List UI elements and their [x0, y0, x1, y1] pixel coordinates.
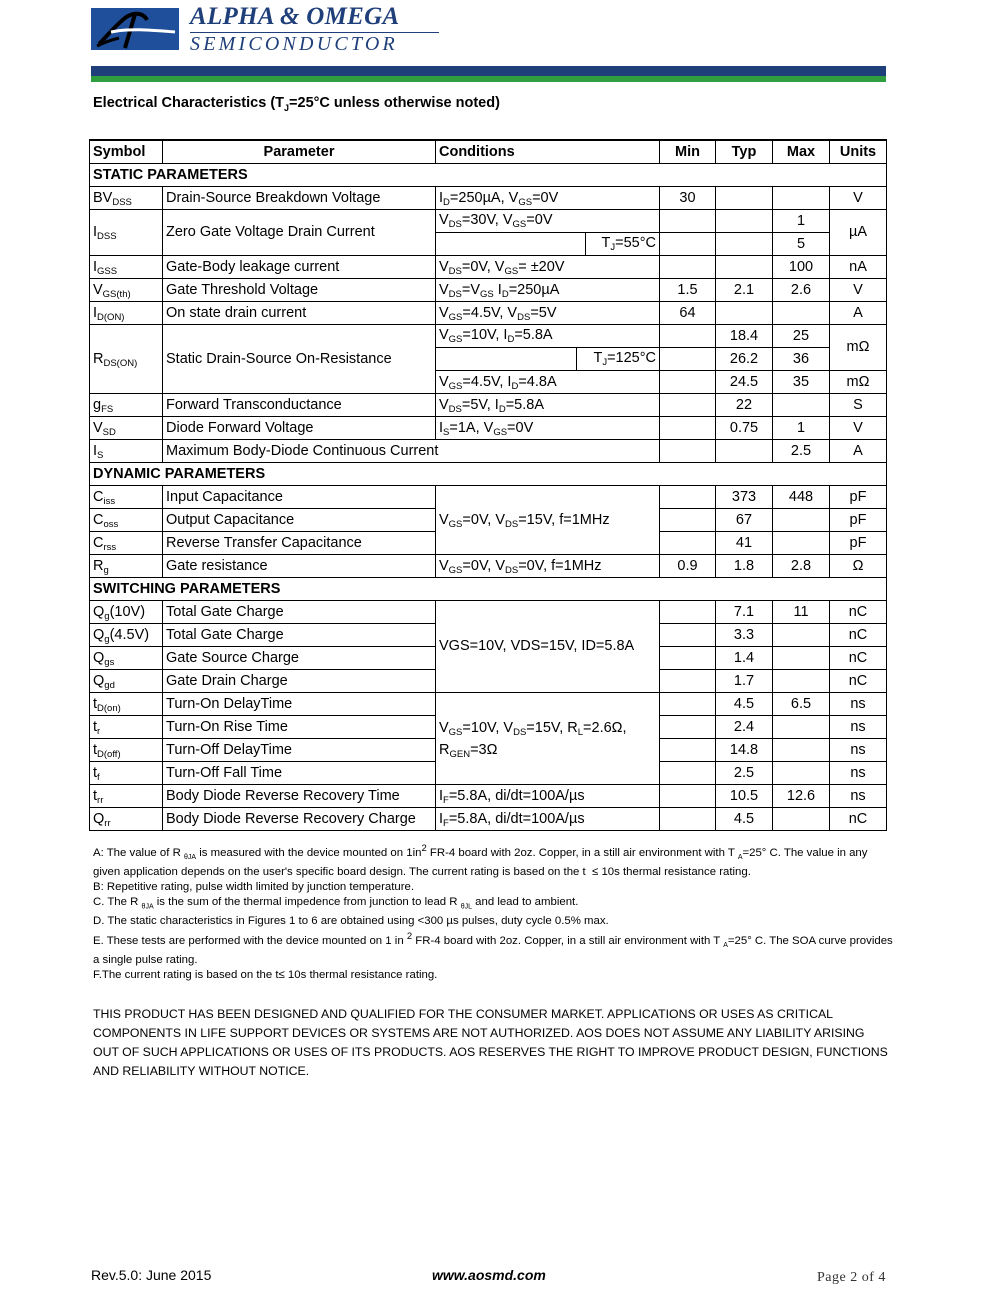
- condition-main: $V_{DS}=30V$, $V_{GS}=0V$: [439, 212, 553, 230]
- unit-cell: Ω: [830, 555, 887, 578]
- table-row: [90, 394, 887, 417]
- typ-cell: 26.2: [716, 348, 773, 371]
- table-header-row: [90, 140, 887, 164]
- table-row: [90, 486, 887, 509]
- symbol-cell: $t_{D(off)}$: [90, 739, 163, 762]
- condition-cell: [436, 325, 660, 371]
- parameter-cell: Turn-On DelayTime: [163, 693, 436, 716]
- min-cell: [660, 785, 716, 808]
- min-cell: 0.9: [660, 555, 716, 578]
- unit-cell: ns: [830, 716, 887, 739]
- symbol-cell: $g_{FS}$: [90, 394, 163, 417]
- unit-cell: nC: [830, 808, 887, 831]
- typ-cell: [716, 302, 773, 325]
- brand-subtitle: SEMICONDUCTOR: [190, 33, 398, 55]
- header-typ: Typ: [716, 140, 773, 164]
- typ-cell: 24.5: [716, 371, 773, 394]
- parameter-cell: Reverse Transfer Capacitance: [163, 532, 436, 555]
- unit-cell: V: [830, 187, 887, 210]
- header-min: Min: [660, 140, 716, 164]
- header-max: Max: [773, 140, 830, 164]
- typ-cell: 14.8: [716, 739, 773, 762]
- typ-cell: 18.4: [716, 325, 773, 348]
- max-cell: 36: [773, 348, 830, 371]
- parameter-cell: Turn-Off Fall Time: [163, 762, 436, 785]
- table-row: [90, 808, 887, 831]
- typ-cell: [716, 440, 773, 463]
- parameter-cell: Gate-Body leakage current: [163, 256, 436, 279]
- condition-cell: $V_{GS}=0V$, $V_{DS}=15V$, f=1MHz: [436, 486, 660, 555]
- typ-cell: [716, 187, 773, 210]
- parameter-cell: Turn-Off DelayTime: [163, 739, 436, 762]
- min-cell: 1.5: [660, 279, 716, 302]
- parameter-cell: Total Gate Charge: [163, 624, 436, 647]
- min-cell: [660, 348, 716, 371]
- table-row: [90, 279, 887, 302]
- table-row: [90, 417, 887, 440]
- max-cell: [773, 670, 830, 693]
- symbol-cell: $Q_g(4.5V)$: [90, 624, 163, 647]
- typ-cell: 373: [716, 486, 773, 509]
- typ-cell: 0.75: [716, 417, 773, 440]
- min-cell: [660, 624, 716, 647]
- symbol-cell: $R_g$: [90, 555, 163, 578]
- symbol-cell: $C_{oss}$: [90, 509, 163, 532]
- max-cell: 2.5: [773, 440, 830, 463]
- symbol-cell: $R_{DS(ON)}$: [90, 325, 163, 394]
- min-cell: [660, 601, 716, 624]
- parameter-cell: Gate Threshold Voltage: [163, 279, 436, 302]
- footer-revision: Rev.5.0: June 2015: [91, 1267, 212, 1283]
- max-cell: [773, 647, 830, 670]
- section-dynamic: DYNAMIC PARAMETERS: [90, 463, 887, 486]
- min-cell: [660, 509, 716, 532]
- alpha-omega-logo-icon: [91, 8, 179, 50]
- condition-cell: $V_{GS}=4.5V$, $I_D=4.8A$: [436, 371, 660, 394]
- table-row: [90, 785, 887, 808]
- parameter-cell: Forward Transconductance: [163, 394, 436, 417]
- max-cell: [773, 762, 830, 785]
- condition-main: $V_{GS}=10V$, $I_D=5.8A$: [439, 327, 553, 345]
- min-cell: [660, 256, 716, 279]
- min-cell: 64: [660, 302, 716, 325]
- unit-cell: A: [830, 440, 887, 463]
- min-cell: [660, 693, 716, 716]
- condition-cell: $I_D=250\mu A$, $V_{GS}=0V$: [436, 187, 660, 210]
- max-cell: 25: [773, 325, 830, 348]
- condition-temp: $T_J=125^\circ C$: [576, 348, 659, 370]
- symbol-cell: $t_f$: [90, 762, 163, 785]
- condition-cell: $V_{GS}=4.5V$, $V_{DS}=5V$: [436, 302, 660, 325]
- disclaimer: THIS PRODUCT HAS BEEN DESIGNED AND QUALIFIED FOR THE CONSUMER MARKET. APPLICATIONS OR USES AS CRITICAL COMPONENTS IN LIFE SUPPORT DEVICES OR SYSTEMS ARE NOT AUTHORIZED. AOS DOES NOT ASSUME ANY LIABILITY ARISING OUT OF SUCH APPLICATIONS OR USES OF ITS PRODUCTS. AOS RESERVES THE RIGHT TO IMPROVE PRODUCT DESIGN, FUNCTIONS AND RELIABILITY WITHOUT NOTICE.: [93, 1007, 888, 1078]
- max-cell: 1: [773, 417, 830, 440]
- typ-cell: 3.3: [716, 624, 773, 647]
- symbol-cell: $Q_g(10V)$: [90, 601, 163, 624]
- symbol-cell: $C_{rss}$: [90, 532, 163, 555]
- symbol-cell: $t_r$: [90, 716, 163, 739]
- header-parameter: Parameter: [163, 140, 436, 164]
- condition-temp: $T_J=55^\circ C$: [585, 233, 659, 255]
- typ-cell: [716, 233, 773, 256]
- max-cell: [773, 302, 830, 325]
- max-cell: [773, 716, 830, 739]
- table-row: [90, 325, 887, 348]
- unit-cell: ns: [830, 785, 887, 808]
- symbol-cell: $I_{DSS}$: [90, 210, 163, 256]
- unit-cell: nC: [830, 670, 887, 693]
- typ-cell: 1.7: [716, 670, 773, 693]
- parameter-cell: Diode Forward Voltage: [163, 417, 436, 440]
- max-cell: 5: [773, 233, 830, 256]
- max-cell: 448: [773, 486, 830, 509]
- unit-cell: ns: [830, 739, 887, 762]
- max-cell: 12.6: [773, 785, 830, 808]
- symbol-cell: $BV_{DSS}$: [90, 187, 163, 210]
- condition-cell: $V_{DS}=0V$, $V_{GS}= \pm 20V$: [436, 256, 660, 279]
- unit-cell: ns: [830, 762, 887, 785]
- parameter-cell: Gate resistance: [163, 555, 436, 578]
- condition-cell: VGS=10V, VDS=15V, ID=5.8A: [436, 601, 660, 693]
- min-cell: [660, 210, 716, 233]
- min-cell: 30: [660, 187, 716, 210]
- unit-cell: nC: [830, 647, 887, 670]
- footnote: B: Repetitive rating, pulse width limited by junction temperature.: [93, 881, 414, 894]
- parameter-cell: Static Drain-Source On-Resistance: [163, 325, 436, 394]
- condition-cell: $I_S=1A$, $V_{GS}=0V$: [436, 417, 660, 440]
- condition-cell: $V_{DS}=5V$, $I_D=5.8A$: [436, 394, 660, 417]
- parameter-cell: Maximum Body-Diode Continuous Current: [163, 440, 660, 463]
- header-green-bar: [91, 76, 886, 82]
- parameter-cell: Gate Source Charge: [163, 647, 436, 670]
- max-cell: 2.8: [773, 555, 830, 578]
- symbol-cell: $V_{GS(th)}$: [90, 279, 163, 302]
- min-cell: [660, 233, 716, 256]
- parameter-cell: Body Diode Reverse Recovery Time: [163, 785, 436, 808]
- min-cell: [660, 325, 716, 348]
- min-cell: [660, 417, 716, 440]
- max-cell: [773, 509, 830, 532]
- parameter-cell: Input Capacitance: [163, 486, 436, 509]
- typ-cell: 2.1: [716, 279, 773, 302]
- typ-cell: 67: [716, 509, 773, 532]
- typ-cell: 1.4: [716, 647, 773, 670]
- condition-cell: $V_{GS}=10V$, $V_{DS}=15V$, $R_L=2.6\Omega$, $R_{GEN}=3\Omega$: [436, 693, 660, 785]
- table-row: [90, 693, 887, 716]
- symbol-cell: $C_{iss}$: [90, 486, 163, 509]
- unit-cell: pF: [830, 486, 887, 509]
- condition-cell: $I_F=5.8A$, di/dt=100A/µs: [436, 808, 660, 831]
- max-cell: 100: [773, 256, 830, 279]
- unit-cell: V: [830, 279, 887, 302]
- min-cell: [660, 394, 716, 417]
- section-row: [90, 463, 887, 486]
- unit-cell: A: [830, 302, 887, 325]
- section-title: Electrical Characteristics ($T_J=25^\circ C$ unless otherwise noted): [93, 95, 500, 113]
- footer-page-number: Page 2 of 4: [817, 1270, 886, 1285]
- min-cell: [660, 371, 716, 394]
- parameter-cell: Zero Gate Voltage Drain Current: [163, 210, 436, 256]
- section-static: STATIC PARAMETERS: [90, 164, 887, 187]
- table-row: [90, 256, 887, 279]
- max-cell: [773, 739, 830, 762]
- min-cell: [660, 762, 716, 785]
- symbol-cell: $Q_{gs}$: [90, 647, 163, 670]
- max-cell: [773, 808, 830, 831]
- symbol-cell: $t_{D(on)}$: [90, 693, 163, 716]
- footnotes: [93, 841, 896, 983]
- typ-cell: [716, 256, 773, 279]
- symbol-cell: $I_S$: [90, 440, 163, 463]
- max-cell: [773, 187, 830, 210]
- parameter-cell: Gate Drain Charge: [163, 670, 436, 693]
- table-row: [90, 187, 887, 210]
- header-symbol: Symbol: [90, 140, 163, 164]
- footnote: F.The current rating is based on the t≤ 10s thermal resistance rating.: [93, 969, 438, 982]
- min-cell: [660, 716, 716, 739]
- typ-cell: 7.1: [716, 601, 773, 624]
- parameter-cell: On state drain current: [163, 302, 436, 325]
- max-cell: [773, 394, 830, 417]
- max-cell: 1: [773, 210, 830, 233]
- footnote: C. The R $_{\theta JA}$ is the sum of the thermal impedence from junction to lead R $_{\theta JL}$ and lead to ambient.: [93, 896, 579, 911]
- header-conditions: Conditions: [436, 140, 660, 164]
- symbol-cell: $I_{D(ON)}$: [90, 302, 163, 325]
- max-cell: 35: [773, 371, 830, 394]
- typ-cell: 4.5: [716, 808, 773, 831]
- typ-cell: 1.8: [716, 555, 773, 578]
- min-cell: [660, 486, 716, 509]
- unit-cell: mΩ: [830, 371, 887, 394]
- min-cell: [660, 739, 716, 762]
- min-cell: [660, 808, 716, 831]
- symbol-cell: $Q_{rr}$: [90, 808, 163, 831]
- unit-cell: ns: [830, 693, 887, 716]
- min-cell: [660, 670, 716, 693]
- max-cell: [773, 532, 830, 555]
- min-cell: [660, 532, 716, 555]
- symbol-cell: $V_{SD}$: [90, 417, 163, 440]
- symbol-cell: $I_{GSS}$: [90, 256, 163, 279]
- max-cell: 6.5: [773, 693, 830, 716]
- table-row: [90, 601, 887, 624]
- condition-cell: $V_{GS}=0V$, $V_{DS}=0V$, f=1MHz: [436, 555, 660, 578]
- footnote: E. These tests are performed with the device mounted on 1 in $^2$ FR-4 board with 2oz. Copper, in a still air environment with T $_A$=25° C. The SOA curve provides a single pulse rating.: [93, 931, 896, 967]
- condition-cell: [436, 210, 660, 256]
- symbol-cell: $Q_{gd}$: [90, 670, 163, 693]
- min-cell: [660, 647, 716, 670]
- symbol-cell: $t_{rr}$: [90, 785, 163, 808]
- parameter-cell: Drain-Source Breakdown Voltage: [163, 187, 436, 210]
- unit-cell: nC: [830, 624, 887, 647]
- footnote: D. The static characteristics in Figures 1 to 6 are obtained using <300 µs pulses, duty cycle 0.5% max.: [93, 915, 609, 928]
- footnote: A: The value of R $_{\theta JA}$ is measured with the device mounted on $1in^2$ FR-4 board with 2oz. Copper, in a still air environment with T $_A$=25° C. The value in any given application depends on the user's specific board design. The current rating is based on the t ≤ 10s thermal resistance rating.: [93, 843, 874, 879]
- parameter-cell: Output Capacitance: [163, 509, 436, 532]
- typ-cell: 10.5: [716, 785, 773, 808]
- typ-cell: 41: [716, 532, 773, 555]
- footer-website-link[interactable]: www.aosmd.com: [432, 1267, 546, 1283]
- typ-cell: 2.4: [716, 716, 773, 739]
- unit-cell: pF: [830, 532, 887, 555]
- typ-cell: 2.5: [716, 762, 773, 785]
- electrical-characteristics-table: [89, 139, 887, 831]
- max-cell: 2.6: [773, 279, 830, 302]
- unit-cell: S: [830, 394, 887, 417]
- parameter-cell: Turn-On Rise Time: [163, 716, 436, 739]
- unit-cell: µA: [830, 210, 887, 256]
- table-row: [90, 210, 887, 233]
- header-blue-bar: [91, 66, 886, 76]
- company-logo: [91, 8, 179, 50]
- condition-cell: $V_{DS}=V_{GS}$ $I_D=250\mu A$: [436, 279, 660, 302]
- condition-cell: $I_F=5.8A$, di/dt=100A/µs: [436, 785, 660, 808]
- unit-cell: pF: [830, 509, 887, 532]
- typ-cell: 4.5: [716, 693, 773, 716]
- unit-cell: mΩ: [830, 325, 887, 371]
- section-switching: SWITCHING PARAMETERS: [90, 578, 887, 601]
- unit-cell: nA: [830, 256, 887, 279]
- parameter-cell: Total Gate Charge: [163, 601, 436, 624]
- table-row: [90, 555, 887, 578]
- typ-cell: [716, 210, 773, 233]
- table-row: [90, 440, 887, 463]
- unit-cell: nC: [830, 601, 887, 624]
- section-row: [90, 164, 887, 187]
- unit-cell: V: [830, 417, 887, 440]
- parameter-cell: Body Diode Reverse Recovery Charge: [163, 808, 436, 831]
- header-units: Units: [830, 140, 887, 164]
- table-row: [90, 302, 887, 325]
- brand-name: ALPHA & OMEGA: [190, 3, 400, 30]
- section-row: [90, 578, 887, 601]
- min-cell: [660, 440, 716, 463]
- max-cell: [773, 624, 830, 647]
- typ-cell: 22: [716, 394, 773, 417]
- max-cell: 11: [773, 601, 830, 624]
